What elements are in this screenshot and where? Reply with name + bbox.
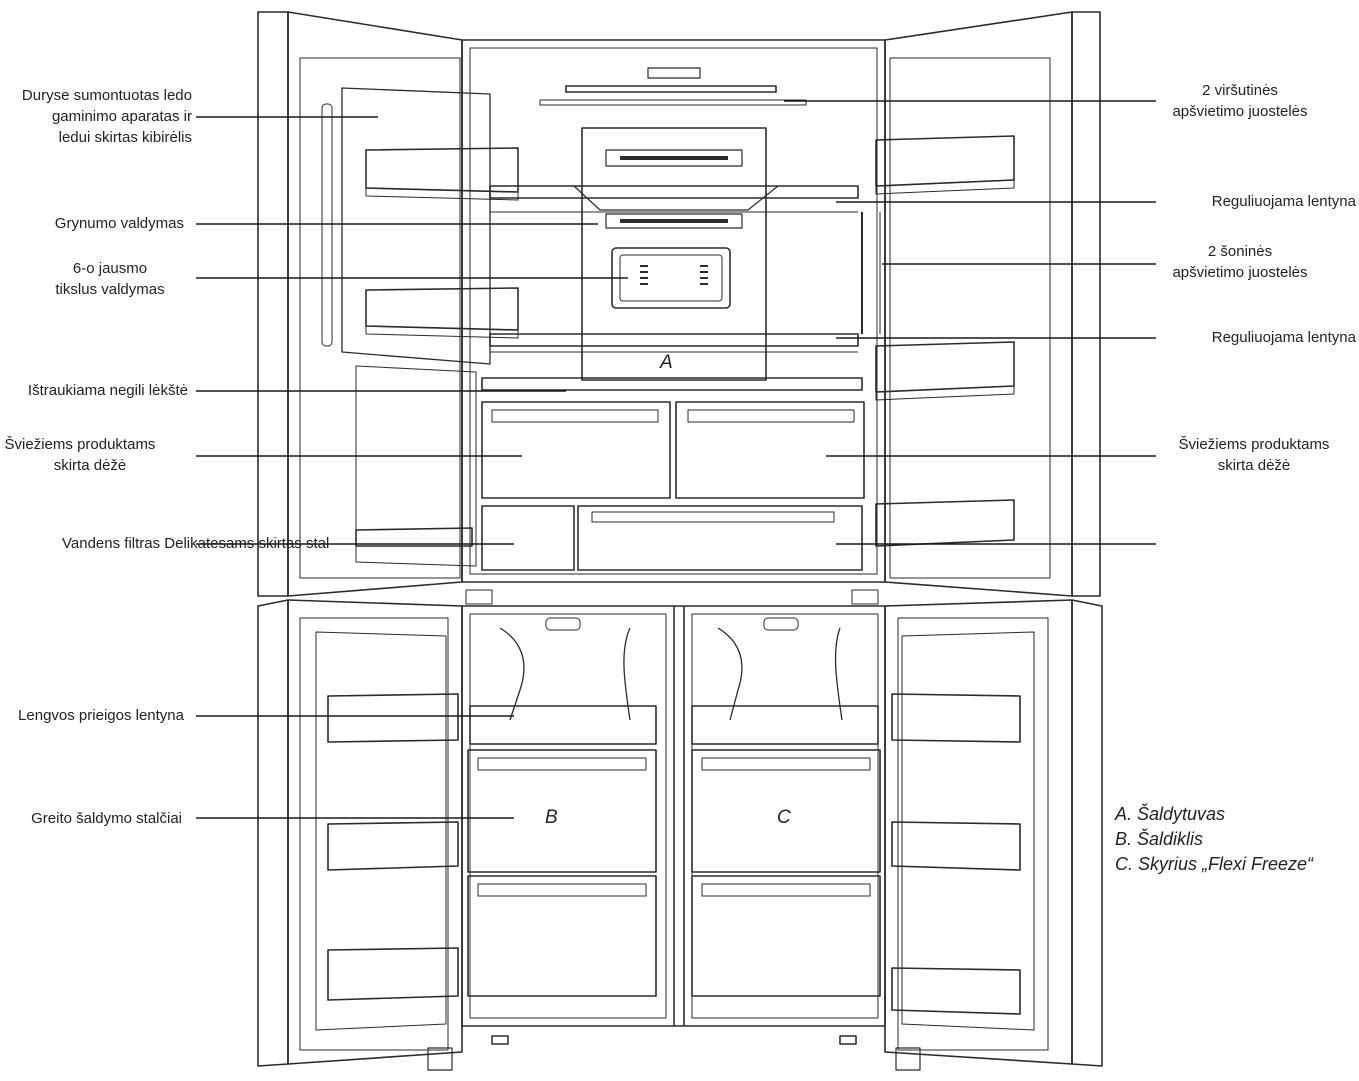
label-six-sense — [20, 258, 200, 300]
label-spill-plate — [0, 380, 188, 401]
label-easy-access-shelf — [0, 705, 184, 726]
label-ice-maker — [0, 85, 192, 148]
legend-item: B. Šaldiklis — [1115, 829, 1204, 849]
water-filter — [482, 506, 574, 570]
left-lower-door — [288, 600, 462, 1064]
zone-a-label: A — [660, 352, 673, 373]
right-lower-door — [885, 600, 1072, 1064]
freezer-drawer-b — [468, 750, 656, 872]
zone-c-label: C — [777, 807, 791, 828]
label-line: Duryse sumontuotas ledo — [21, 87, 192, 104]
control-panel — [612, 248, 730, 308]
door-bin — [892, 968, 1020, 1014]
label-line: Ištraukiama negili lėkštė — [27, 382, 188, 399]
legend-item: A. Šaldytuvas — [1115, 804, 1226, 824]
label-line: skirta dėžė — [53, 457, 127, 474]
label-line: ledui skirtas kibirėlis — [58, 129, 192, 146]
easy-access-shelf — [692, 706, 878, 744]
door-bin — [876, 136, 1014, 186]
door-bin — [328, 948, 458, 1000]
door-bin — [328, 822, 458, 870]
label-line: apšvietimo juostelės — [1172, 103, 1308, 120]
ice-maker-compartment — [342, 88, 490, 364]
label-adjustable-shelf-1 — [1160, 191, 1356, 212]
label-purity-control — [0, 213, 184, 234]
label-top-light-strips — [1140, 80, 1340, 122]
zone-b-label: B — [545, 807, 558, 828]
label-side-light-strips — [1140, 241, 1340, 283]
adjustable-shelf-top — [490, 186, 858, 198]
label-water-filter — [62, 533, 382, 554]
easy-access-shelf — [470, 706, 656, 744]
label-line: gaminimo aparatas ir — [51, 108, 192, 125]
legend — [1115, 802, 1313, 877]
door-bin — [876, 342, 1014, 392]
door-bin — [892, 822, 1020, 870]
label-line: Šviežiems produktams — [4, 436, 156, 453]
label-fresh-box-right — [1156, 434, 1352, 476]
right-upper-door — [885, 12, 1072, 596]
label-line: 2 viršutinės — [1202, 82, 1278, 99]
label-line: tikslus valdymas — [55, 281, 165, 298]
label-adjustable-shelf-2 — [1160, 327, 1356, 348]
door-bin — [876, 500, 1014, 546]
left-upper-door — [288, 12, 462, 596]
label-line: Šviežiems produktams — [1178, 436, 1330, 453]
label-quick-freeze — [0, 808, 182, 829]
top-light-strip — [566, 86, 776, 92]
label-line: Vandens filtras Delikatesams skirtas stal — [62, 535, 330, 552]
label-line: skirta dėžė — [1217, 457, 1291, 474]
label-line: Greito šaldymo stalčiai — [31, 810, 182, 827]
fridge-cabinet — [462, 40, 885, 582]
label-line: apšvietimo juostelės — [1172, 264, 1308, 281]
label-line: Reguliuojama lentyna — [1211, 193, 1356, 210]
label-line: Grynumo valdymas — [54, 215, 184, 232]
label-line: Lengvos prieigos lentyna — [18, 707, 184, 724]
door-bin — [366, 288, 518, 330]
fresh-box-left — [482, 402, 670, 498]
legend-item: C. Skyrius „Flexi Freeze“ — [1115, 854, 1314, 874]
label-fresh-box-left — [0, 434, 180, 476]
adjustable-shelf-mid — [490, 334, 858, 346]
fresh-box-right — [676, 402, 864, 498]
label-line: Reguliuojama lentyna — [1211, 329, 1356, 346]
door-bin — [328, 694, 458, 742]
label-line: 6-o jausmo — [72, 260, 148, 277]
door-bin — [892, 694, 1020, 742]
label-line: 2 šoninės — [1207, 243, 1273, 260]
deli-drawer — [578, 506, 862, 570]
